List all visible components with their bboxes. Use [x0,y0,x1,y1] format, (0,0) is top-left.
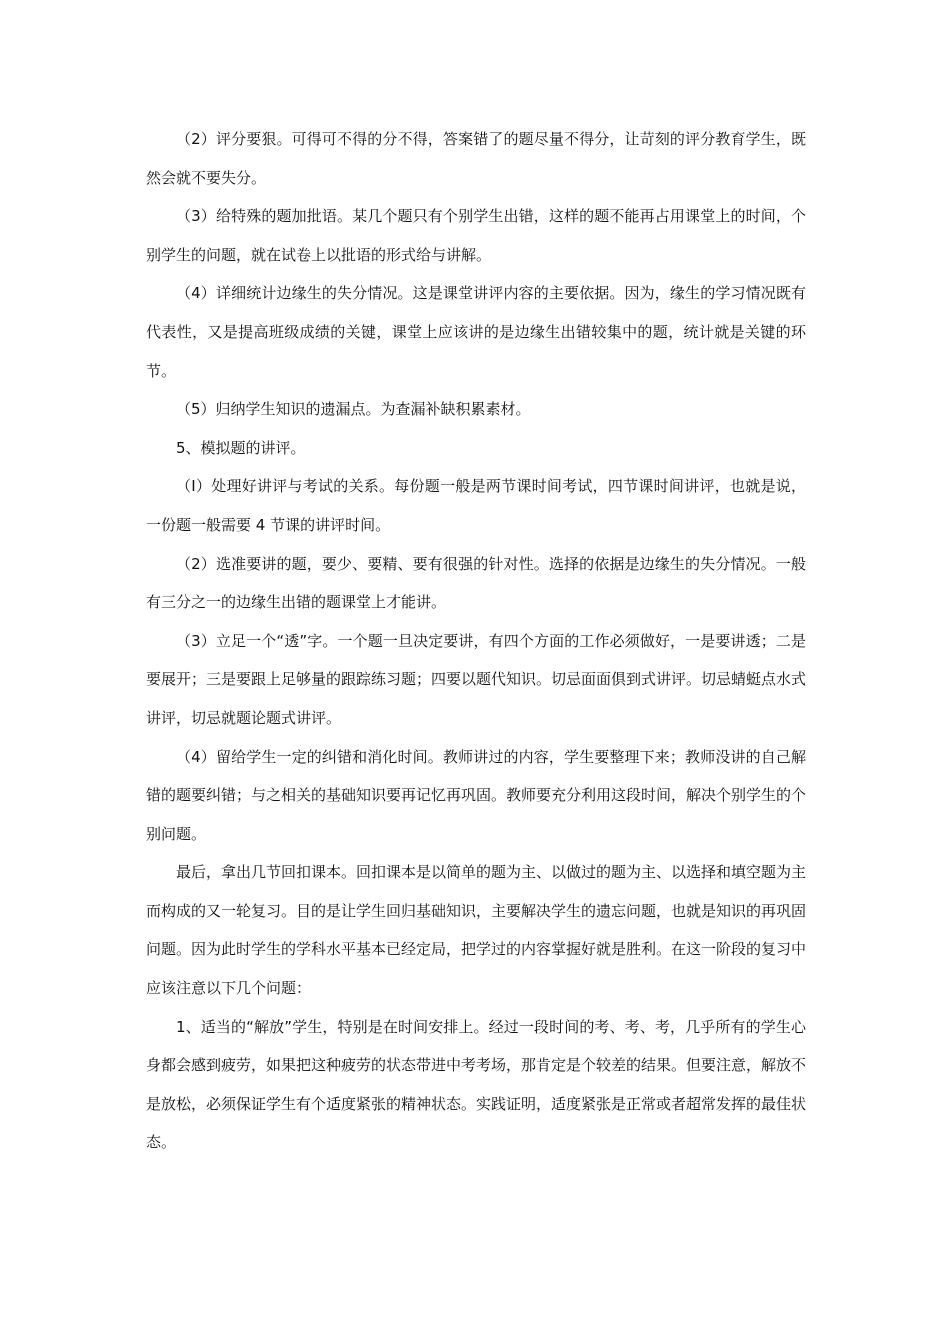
paragraph-statistics: （4）详细统计边缘生的失分情况。这是课堂讲评内容的主要依据。因为，缘生的学习情况既有代表性，又是提高班级成绩的关键，课堂上应该讲的是边缘生出错较集中的题，统计就是关键的环节。 [146,284,806,380]
paragraph-thoroughness: （3）立足一个“透”字。一个题一旦决定要讲，有四个方面的工作必须做好，一是要讲透；二是要展开；三是要跟上足够量的跟踪练习题；四要以题代知识。切忌面面俱到式讲评。切忌蜻蜓点水式讲评，切忌就题论题式讲评。 [146,631,807,727]
paragraph-liberate-students: 1、适当的“解放”学生，特别是在时间安排上。经过一段时间的考、考、考，几乎所有的学生心身都会感到疲劳，如果把这种疲劳的状态带进中考考场，那肯定是个较差的结果。但要注意，解放不是放松，必须保证学生有个适度紧张的精神状态。实践证明，适度紧张是正常或者超常发挥的最佳状态。 [146,1017,807,1152]
paragraph-scoring-strict: （2）评分要狠。可得可不得的分不得，答案错了的题尽量不得分，让苛刻的评分教育学生，既然会就不要失分。 [146,130,806,187]
paragraph-correction-time: （4）留给学生一定的纠错和消化时间。教师讲过的内容，学生要整理下来；教师没讲的自己解错的题要纠错；与之相关的基础知识要再记忆再巩固。教师要充分利用这段时间，解决个别学生的个别问题。 [146,747,807,843]
paragraph-mock-exam-heading: 5、模拟题的讲评。 [176,438,306,457]
paragraph-knowledge-gaps: （5）归纳学生知识的遗漏点。为查漏补缺积累素材。 [176,400,531,419]
paragraph-special-comments: （3）给特殊的题加批语。某几个题只有个别学生出错，这样的题不能再占用课堂上的时间，个别学生的问题，就在试卷上以批语的形式给与讲解。 [146,207,806,264]
document-body [146,120,806,1162]
paragraph-review-vs-exam: （I）处理好讲评与考试的关系。每份题一般是两节课时间考试，四节课时间讲评，也就是说，一份题一般需要 4 节课的讲评时间。 [146,477,806,534]
paragraph-select-problems: （2）选准要讲的题，要少、要精、要有很强的针对性。选择的依据是边缘生的失分情况。一般有三分之一的边缘生出错的题课堂上才能讲。 [146,554,806,612]
paragraph-textbook-review: 最后，拿出几节回扣课本。回扣课本是以简单的题为主、以做过的题为主、以选择和填空题为主而构成的又一轮复习。目的是让学生回归基础知识，主要解决学生的遗忘问题，也就是知识的再巩固问题。因为此时学生的学科水平基本已经定局，把学过的内容掌握好就是胜利。在这一阶段的复习中应该注意以下几个问题： [146,863,807,998]
